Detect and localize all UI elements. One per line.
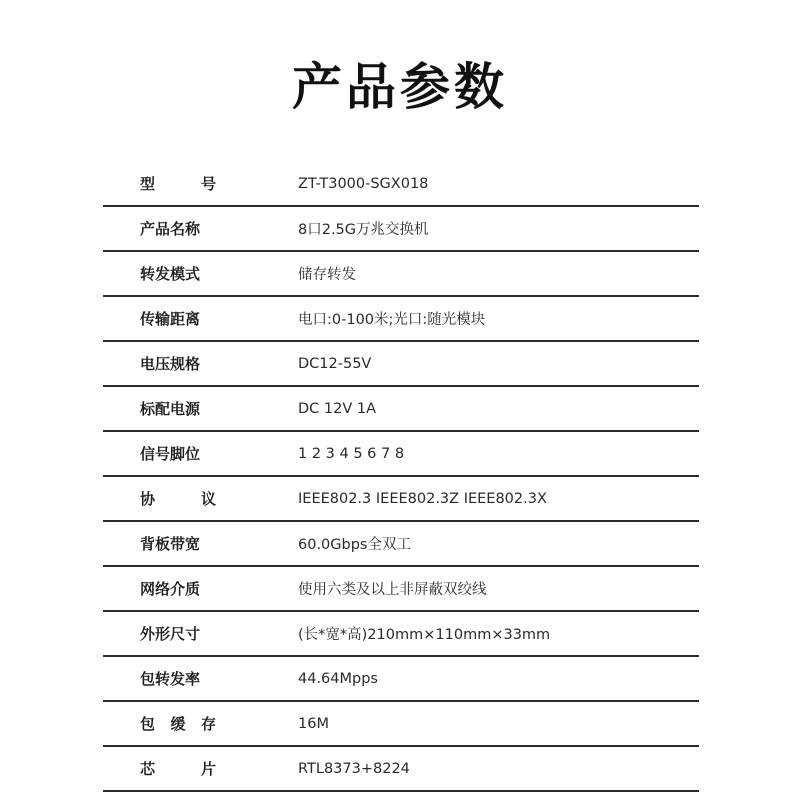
row-label: 包转发率 xyxy=(140,670,201,688)
table-row xyxy=(103,342,699,387)
row-value: 使用六类及以上非屏蔽双绞线 xyxy=(298,582,487,598)
table-row xyxy=(103,432,699,477)
row-label: 转发模式 xyxy=(140,265,201,283)
row-label xyxy=(140,758,216,779)
table-row xyxy=(103,657,699,702)
row-label-char: 片 xyxy=(200,760,216,778)
row-value: IEEE802.3 IEEE802.3Z IEEE802.3X xyxy=(298,490,547,507)
row-label-char: 芯 xyxy=(140,760,156,778)
row-value: 8口2.5G万兆交换机 xyxy=(298,222,429,238)
row-value: 16M xyxy=(298,715,329,732)
row-label-char: 缓 xyxy=(170,715,186,733)
table-row xyxy=(103,297,699,342)
row-label-char: 包 xyxy=(140,715,156,733)
row-label-char: 议 xyxy=(200,490,216,508)
row-label: 信号脚位 xyxy=(140,445,201,463)
row-value: 44.64Mpps xyxy=(298,670,378,687)
row-value: ZT-T3000-SGX018 xyxy=(298,175,429,192)
table-row xyxy=(103,207,699,252)
row-label-char: 协 xyxy=(140,490,156,508)
row-label xyxy=(140,488,216,509)
table-row xyxy=(103,522,699,567)
row-label: 传输距离 xyxy=(140,310,201,328)
table-row xyxy=(103,567,699,612)
row-value: DC 12V 1A xyxy=(298,400,377,417)
row-value: (长*宽*高)210mm×110mm×33mm xyxy=(298,627,551,643)
table-row xyxy=(103,252,699,297)
row-label: 外形尺寸 xyxy=(140,625,201,643)
table-row xyxy=(103,612,699,657)
table-row xyxy=(103,477,699,522)
table-row xyxy=(103,162,699,207)
row-value: 60.0Gbps全双工 xyxy=(298,537,411,553)
row-value: 储存转发 xyxy=(298,267,356,283)
row-label: 电压规格 xyxy=(140,355,201,373)
row-value: RTL8373+8224 xyxy=(298,760,410,777)
row-label xyxy=(140,713,216,734)
row-label-char: 号 xyxy=(200,175,216,193)
row-label: 产品名称 xyxy=(140,220,201,238)
page-title: 产品参数 xyxy=(292,58,508,116)
row-label: 背板带宽 xyxy=(140,535,201,553)
row-label-char: 存 xyxy=(200,715,216,733)
row-label: 网络介质 xyxy=(140,580,201,598)
row-value: 电口:0-100米;光口:随光模块 xyxy=(298,312,486,328)
row-value: DC12-55V xyxy=(298,355,372,372)
row-label xyxy=(140,173,216,194)
row-label: 标配电源 xyxy=(140,400,201,418)
row-label-char: 型 xyxy=(140,175,156,193)
spec-table xyxy=(103,162,699,792)
table-row xyxy=(103,702,699,747)
row-value: 1 2 3 4 5 6 7 8 xyxy=(298,445,405,462)
table-row xyxy=(103,747,699,792)
table-row xyxy=(103,387,699,432)
